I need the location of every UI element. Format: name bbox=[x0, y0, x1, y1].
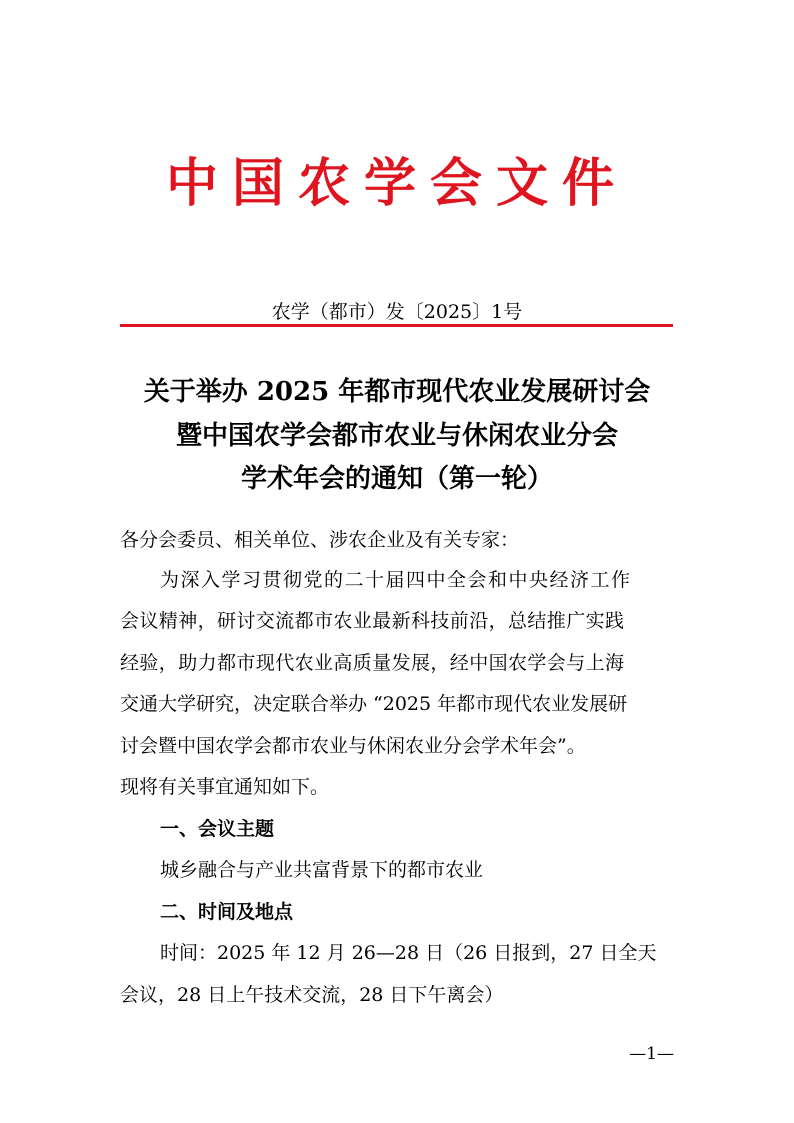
intro-line-3: 经验，助力都市现代农业高质量发展，经中国农学会与上海 bbox=[120, 652, 625, 674]
section-2-time-line-1: 时间：2025 年 12 月 26—28 日（26 日报到，27 日全天 bbox=[160, 942, 657, 964]
salutation: 各分会委员、相关单位、涉农企业及有关专家： bbox=[120, 529, 520, 551]
document-title-line-1: 关于举办 2025 年都市现代农业发展研讨会 bbox=[143, 377, 651, 407]
document-masthead: 中国农学会文件 bbox=[165, 153, 628, 214]
intro-line-6: 现将有关事宜通知如下。 bbox=[120, 776, 330, 798]
intro-line-2: 会议精神，研讨交流都市农业最新科技前沿，总结推广实践 bbox=[120, 610, 625, 632]
red-divider-line bbox=[120, 324, 673, 327]
intro-line-4: 交通大学研究，决定联合举办 “2025 年都市现代农业发展研 bbox=[120, 693, 628, 715]
section-2-time-line-2: 会议，28 日上午技术交流，28 日下午离会） bbox=[120, 984, 504, 1006]
page-number: —1— bbox=[629, 1044, 674, 1064]
section-1-heading: 一、会议主题 bbox=[160, 818, 275, 840]
document-title-line-3: 学术年会的通知（第一轮） bbox=[240, 464, 553, 494]
section-2-heading: 二、时间及地点 bbox=[160, 901, 294, 923]
intro-line-1: 为深入学习贯彻党的二十届四中全会和中央经济工作 bbox=[160, 569, 632, 591]
section-1-text: 城乡融合与产业共富背景下的都市农业 bbox=[160, 859, 484, 881]
intro-line-5: 讨会暨中国农学会都市农业与休闲农业分会学术年会”。 bbox=[120, 735, 586, 757]
document-number: 农学（都市）发〔2025〕1号 bbox=[271, 301, 523, 323]
document-title-line-2: 暨中国农学会都市农业与休闲农业分会 bbox=[175, 421, 618, 451]
